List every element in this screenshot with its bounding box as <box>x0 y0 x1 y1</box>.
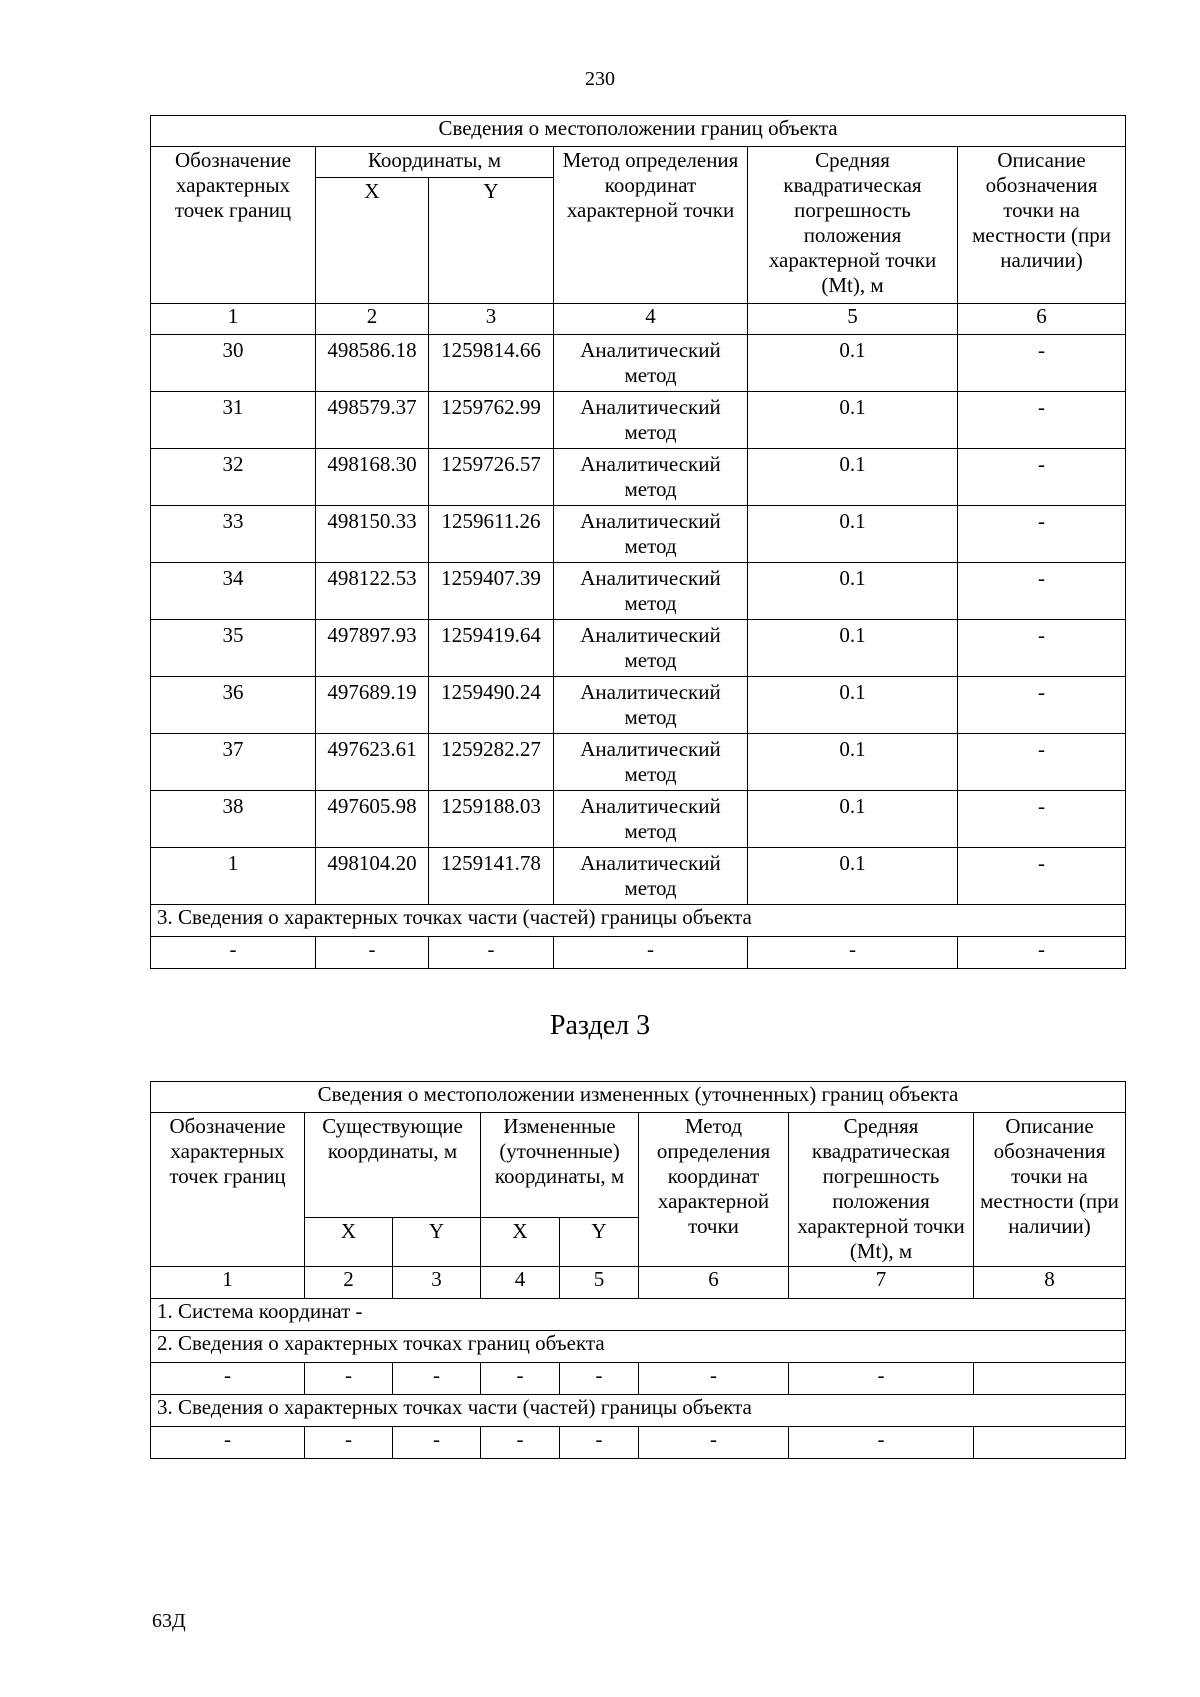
empty-cell <box>974 1427 1126 1459</box>
empty-cell: - <box>481 1427 560 1459</box>
empty-cell: - <box>151 1427 305 1459</box>
description-cell: - <box>958 392 1126 449</box>
point-id: 33 <box>151 506 316 563</box>
changed-boundary-table <box>150 1081 1126 1459</box>
description-cell: - <box>958 734 1126 791</box>
table-row <box>151 848 1126 905</box>
point-id: 35 <box>151 620 316 677</box>
coordinate-y: 1259490.24 <box>429 677 554 734</box>
header-coordinates: Координаты, м <box>316 147 554 178</box>
boundary-location-table <box>150 115 1126 969</box>
table-row <box>151 791 1126 848</box>
coordinate-x: 497605.98 <box>316 791 429 848</box>
empty-cell: - <box>305 1427 393 1459</box>
method-cell: Аналитический метод <box>554 848 748 905</box>
column-number: 3 <box>429 304 554 335</box>
point-id: 38 <box>151 791 316 848</box>
header-x: X <box>481 1218 560 1267</box>
empty-cell: - <box>789 1427 974 1459</box>
header-designation: Обозначение характерных точек границ <box>151 1113 305 1267</box>
error-cell: 0.1 <box>748 677 958 734</box>
error-cell: 0.1 <box>748 791 958 848</box>
column-number: 7 <box>789 1267 974 1299</box>
header-x: X <box>305 1218 393 1267</box>
column-number: 2 <box>316 304 429 335</box>
table-title: Сведения о местоположении измененных (уточненных) границ объекта <box>151 1082 1126 1113</box>
coordinate-y: 1259188.03 <box>429 791 554 848</box>
coordinate-y: 1259141.78 <box>429 848 554 905</box>
coordinate-x: 497689.19 <box>316 677 429 734</box>
header-description: Описание обозначения точки на местности (при наличии) <box>958 147 1126 304</box>
table-row <box>151 563 1126 620</box>
description-cell: - <box>958 791 1126 848</box>
empty-cell: - <box>305 1363 393 1395</box>
method-cell: Аналитический метод <box>554 620 748 677</box>
header-description: Описание обозначения точки на местности (при наличии) <box>974 1113 1126 1267</box>
point-id: 37 <box>151 734 316 791</box>
description-cell: - <box>958 563 1126 620</box>
table-row <box>151 449 1126 506</box>
header-designation: Обозначение характерных точек границ <box>151 147 316 304</box>
header-method: Метод определения координат характерной точки <box>639 1113 789 1267</box>
column-number: 5 <box>748 304 958 335</box>
method-cell: Аналитический метод <box>554 392 748 449</box>
table-row <box>151 620 1126 677</box>
section3-label: 3. Сведения о характерных точках части (частей) границы объекта <box>151 905 1126 937</box>
column-number: 8 <box>974 1267 1126 1299</box>
empty-cell: - <box>748 937 958 969</box>
error-cell: 0.1 <box>748 392 958 449</box>
section-heading: Раздел 3 <box>549 1010 651 1041</box>
empty-cell: - <box>789 1363 974 1395</box>
coordinate-y: 1259726.57 <box>429 449 554 506</box>
header-error: Средняя квадратическая погрешность положения характерной точки (Mt), м <box>789 1113 974 1267</box>
error-cell: 0.1 <box>748 563 958 620</box>
coordinate-x: 498579.37 <box>316 392 429 449</box>
column-number: 4 <box>554 304 748 335</box>
empty-cell: - <box>151 1363 305 1395</box>
empty-cell: - <box>393 1427 481 1459</box>
header-y: Y <box>429 178 554 304</box>
coordinate-system-label: 1. Система координат - <box>151 1299 1126 1331</box>
empty-cell: - <box>560 1363 639 1395</box>
coordinate-x: 498150.33 <box>316 506 429 563</box>
method-cell: Аналитический метод <box>554 335 748 392</box>
empty-cell: - <box>316 937 429 969</box>
table-row <box>151 506 1126 563</box>
empty-cell: - <box>639 1363 789 1395</box>
error-cell: 0.1 <box>748 335 958 392</box>
coordinate-x: 498104.20 <box>316 848 429 905</box>
method-cell: Аналитический метод <box>554 677 748 734</box>
header-method: Метод определения координат характерной точки <box>554 147 748 304</box>
empty-cell: - <box>560 1427 639 1459</box>
description-cell: - <box>958 506 1126 563</box>
table-row <box>151 677 1126 734</box>
coordinate-x: 498586.18 <box>316 335 429 392</box>
coordinate-x: 498122.53 <box>316 563 429 620</box>
section3-label: 3. Сведения о характерных точках части (частей) границы объекта <box>151 1395 1126 1427</box>
coordinate-y: 1259814.66 <box>429 335 554 392</box>
coordinate-y: 1259282.27 <box>429 734 554 791</box>
empty-cell: - <box>151 937 316 969</box>
point-id: 1 <box>151 848 316 905</box>
description-cell: - <box>958 848 1126 905</box>
coordinate-y: 1259419.64 <box>429 620 554 677</box>
column-number: 4 <box>481 1267 560 1299</box>
column-number: 2 <box>305 1267 393 1299</box>
method-cell: Аналитический метод <box>554 734 748 791</box>
empty-cell <box>974 1363 1126 1395</box>
description-cell: - <box>958 677 1126 734</box>
empty-cell: - <box>639 1427 789 1459</box>
point-id: 31 <box>151 392 316 449</box>
header-existing-coordinates: Существующие координаты, м <box>305 1113 481 1218</box>
empty-cell: - <box>958 937 1126 969</box>
column-number: 3 <box>393 1267 481 1299</box>
column-number: 6 <box>958 304 1126 335</box>
coordinate-y: 1259762.99 <box>429 392 554 449</box>
empty-cell: - <box>554 937 748 969</box>
method-cell: Аналитический метод <box>554 506 748 563</box>
coordinate-x: 498168.30 <box>316 449 429 506</box>
description-cell: - <box>958 620 1126 677</box>
page-number: 230 <box>585 68 615 90</box>
column-number: 1 <box>151 1267 305 1299</box>
error-cell: 0.1 <box>748 506 958 563</box>
footer-code: 63Д <box>152 1610 186 1632</box>
empty-cell: - <box>393 1363 481 1395</box>
header-y: Y <box>393 1218 481 1267</box>
point-id: 36 <box>151 677 316 734</box>
column-number: 6 <box>639 1267 789 1299</box>
point-id: 30 <box>151 335 316 392</box>
method-cell: Аналитический метод <box>554 449 748 506</box>
error-cell: 0.1 <box>748 734 958 791</box>
error-cell: 0.1 <box>748 620 958 677</box>
table-row <box>151 1363 1126 1395</box>
coordinate-y: 1259407.39 <box>429 563 554 620</box>
column-number: 1 <box>151 304 316 335</box>
header-x: X <box>316 178 429 304</box>
description-cell: - <box>958 335 1126 392</box>
header-y: Y <box>560 1218 639 1267</box>
error-cell: 0.1 <box>748 449 958 506</box>
header-changed-coordinates: Измененные (уточненные) координаты, м <box>481 1113 639 1218</box>
coordinate-x: 497623.61 <box>316 734 429 791</box>
column-number: 5 <box>560 1267 639 1299</box>
coordinate-x: 497897.93 <box>316 620 429 677</box>
table-row <box>151 335 1126 392</box>
description-cell: - <box>958 449 1126 506</box>
table-row <box>151 937 1126 969</box>
table-row <box>151 734 1126 791</box>
empty-cell: - <box>481 1363 560 1395</box>
table-title: Сведения о местоположении границ объекта <box>151 116 1126 147</box>
header-error: Средняя квадратическая погрешность положения характерной точки (Mt), м <box>748 147 958 304</box>
section2-label: 2. Сведения о характерных точках границ объекта <box>151 1331 1126 1363</box>
error-cell: 0.1 <box>748 848 958 905</box>
point-id: 32 <box>151 449 316 506</box>
point-id: 34 <box>151 563 316 620</box>
method-cell: Аналитический метод <box>554 791 748 848</box>
coordinate-y: 1259611.26 <box>429 506 554 563</box>
empty-cell: - <box>429 937 554 969</box>
method-cell: Аналитический метод <box>554 563 748 620</box>
table-row <box>151 1427 1126 1459</box>
table-row <box>151 392 1126 449</box>
